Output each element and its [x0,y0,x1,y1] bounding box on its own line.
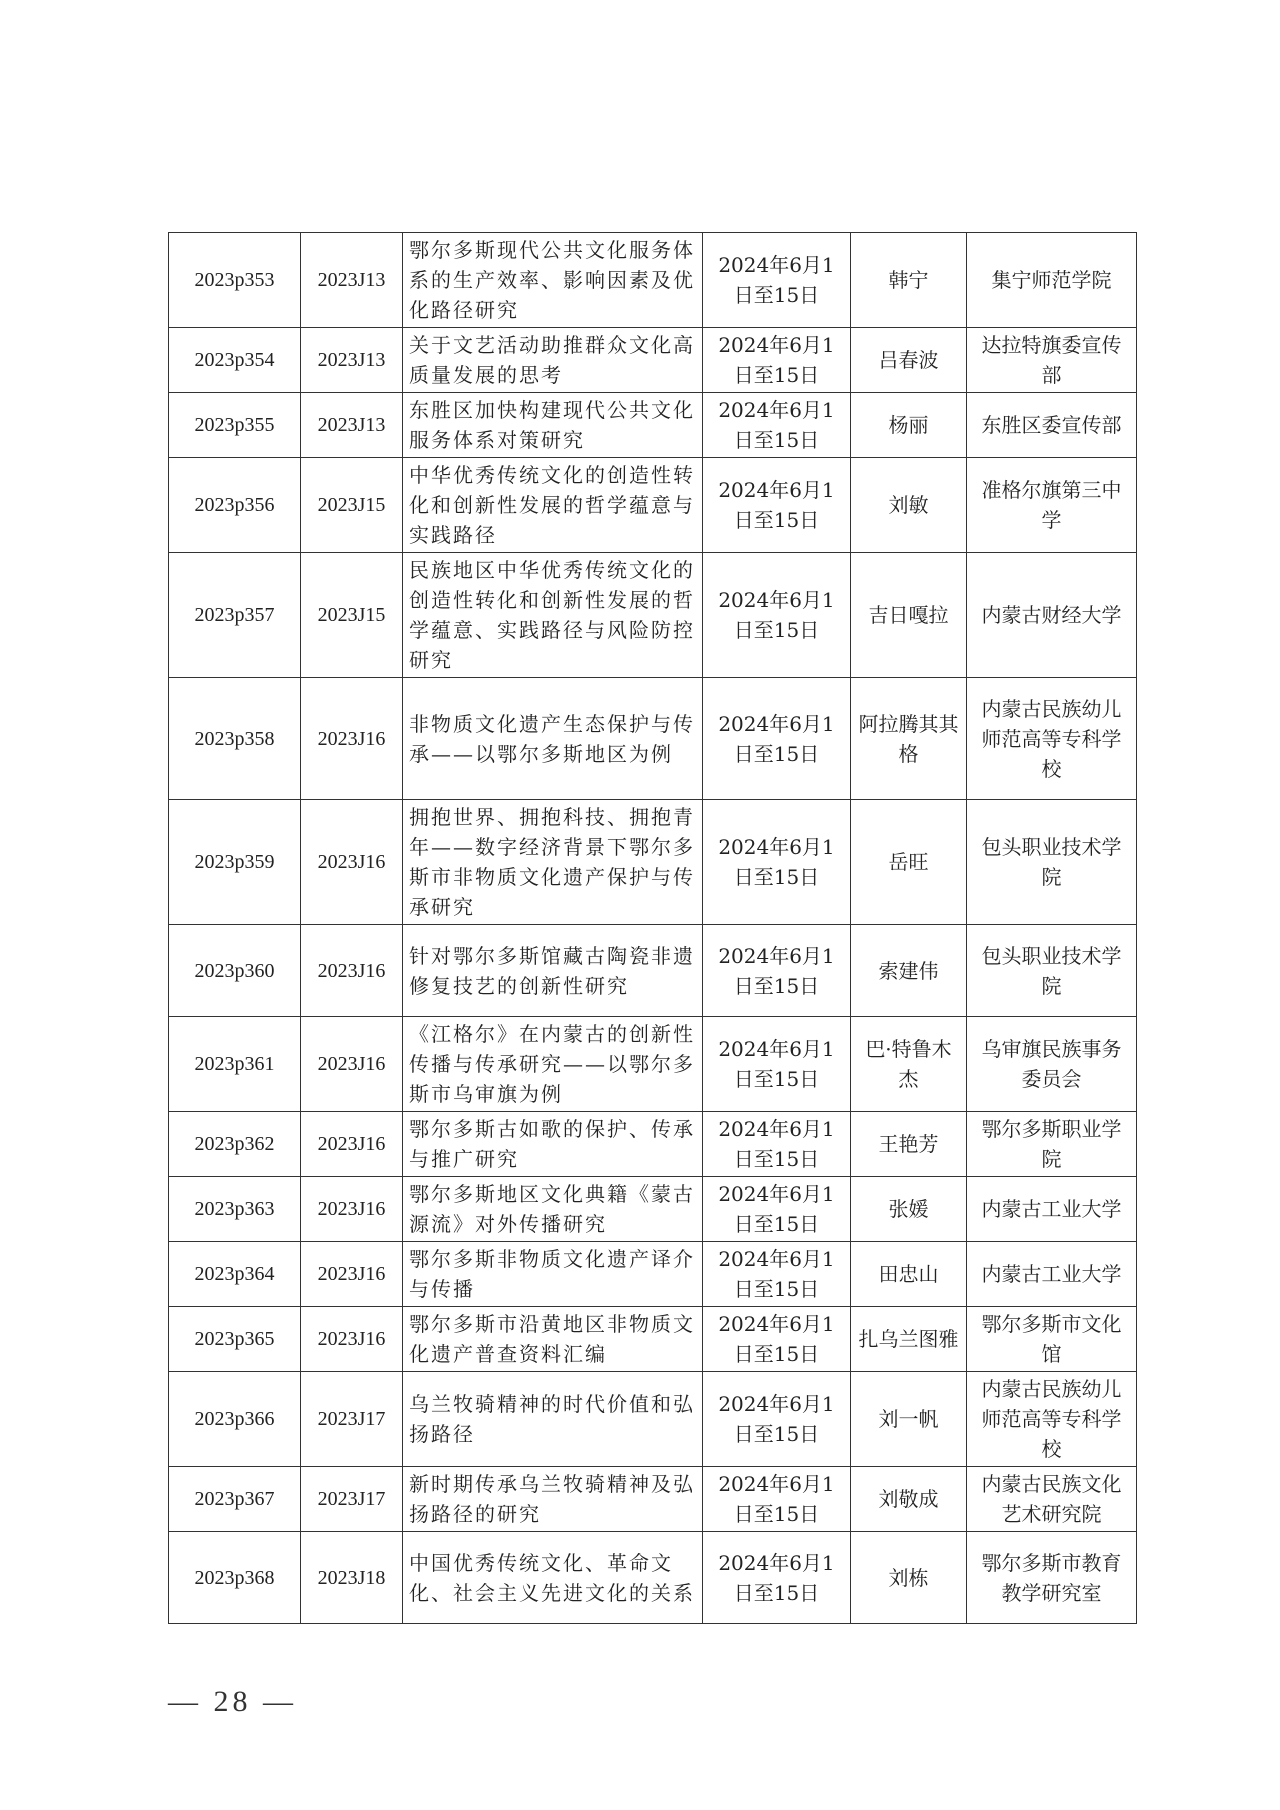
date-range-cell: 2024年6月1日至15日 [703,328,851,393]
category-code-cell: 2023J13 [301,393,403,458]
table-row [169,328,1137,393]
date-range-cell: 2024年6月1日至15日 [703,553,851,678]
category-code-cell: 2023J15 [301,553,403,678]
project-id-cell: 2023p364 [169,1242,301,1307]
project-id-cell: 2023p357 [169,553,301,678]
project-title-cell: 拥抱世界、拥抱科技、拥抱青年——数字经济背景下鄂尔多斯市非物质文化遗产保护与传承研究 [403,800,703,925]
person-name-cell: 韩宁 [851,233,967,328]
date-range-cell: 2024年6月1日至15日 [703,678,851,800]
table-row [169,553,1137,678]
project-title-cell: 《江格尔》在内蒙古的创新性传播与传承研究——以鄂尔多斯市乌审旗为例 [403,1017,703,1112]
person-name-cell: 扎乌兰图雅 [851,1307,967,1372]
category-code-cell: 2023J16 [301,1242,403,1307]
date-range-cell: 2024年6月1日至15日 [703,1307,851,1372]
table-row [169,1112,1137,1177]
table-row [169,925,1137,1017]
person-name-cell: 阿拉腾其其格 [851,678,967,800]
category-code-cell: 2023J15 [301,458,403,553]
project-title-cell: 鄂尔多斯非物质文化遗产译介与传播 [403,1242,703,1307]
date-range-cell: 2024年6月1日至15日 [703,393,851,458]
table-row [169,393,1137,458]
project-id-cell: 2023p353 [169,233,301,328]
organization-cell: 内蒙古民族幼儿师范高等专科学校 [967,1372,1137,1467]
date-range-cell: 2024年6月1日至15日 [703,458,851,553]
organization-cell: 内蒙古工业大学 [967,1242,1137,1307]
table-row [169,458,1137,553]
organization-cell: 准格尔旗第三中学 [967,458,1137,553]
category-code-cell: 2023J17 [301,1467,403,1532]
person-name-cell: 张媛 [851,1177,967,1242]
project-id-cell: 2023p366 [169,1372,301,1467]
table-row [169,678,1137,800]
person-name-cell: 刘敏 [851,458,967,553]
organization-cell: 内蒙古工业大学 [967,1177,1137,1242]
organization-cell: 东胜区委宣传部 [967,393,1137,458]
date-range-cell: 2024年6月1日至15日 [703,1112,851,1177]
table-row [169,1177,1137,1242]
organization-cell: 包头职业技术学院 [967,925,1137,1017]
table-body [169,233,1137,1624]
organization-cell: 内蒙古民族文化艺术研究院 [967,1467,1137,1532]
category-code-cell: 2023J16 [301,925,403,1017]
date-range-cell: 2024年6月1日至15日 [703,800,851,925]
project-id-cell: 2023p361 [169,1017,301,1112]
table-row [169,800,1137,925]
project-title-cell: 针对鄂尔多斯馆藏古陶瓷非遗修复技艺的创新性研究 [403,925,703,1017]
organization-cell: 鄂尔多斯市教育教学研究室 [967,1532,1137,1624]
category-code-cell: 2023J16 [301,1177,403,1242]
page-number: — 28 — [168,1685,297,1718]
category-code-cell: 2023J16 [301,678,403,800]
date-range-cell: 2024年6月1日至15日 [703,1467,851,1532]
person-name-cell: 索建伟 [851,925,967,1017]
category-code-cell: 2023J13 [301,328,403,393]
organization-cell: 包头职业技术学院 [967,800,1137,925]
table-row [169,1017,1137,1112]
person-name-cell: 田忠山 [851,1242,967,1307]
category-code-cell: 2023J16 [301,1307,403,1372]
person-name-cell: 刘一帆 [851,1372,967,1467]
organization-cell: 鄂尔多斯职业学院 [967,1112,1137,1177]
project-title-cell: 乌兰牧骑精神的时代价值和弘扬路径 [403,1372,703,1467]
project-table [168,232,1137,1624]
table-row [169,1307,1137,1372]
project-id-cell: 2023p355 [169,393,301,458]
project-id-cell: 2023p356 [169,458,301,553]
project-title-cell: 民族地区中华优秀传统文化的创造性转化和创新性发展的哲学蕴意、实践路径与风险防控研究 [403,553,703,678]
project-title-cell: 中国优秀传统文化、革命文化、社会主义先进文化的关系 [403,1532,703,1624]
table-row [169,233,1137,328]
date-range-cell: 2024年6月1日至15日 [703,233,851,328]
organization-cell: 集宁师范学院 [967,233,1137,328]
project-id-cell: 2023p367 [169,1467,301,1532]
person-name-cell: 吕春波 [851,328,967,393]
category-code-cell: 2023J16 [301,1112,403,1177]
category-code-cell: 2023J17 [301,1372,403,1467]
person-name-cell: 巴·特鲁木杰 [851,1017,967,1112]
person-name-cell: 刘敬成 [851,1467,967,1532]
project-id-cell: 2023p360 [169,925,301,1017]
project-id-cell: 2023p359 [169,800,301,925]
date-range-cell: 2024年6月1日至15日 [703,1532,851,1624]
category-code-cell: 2023J16 [301,1017,403,1112]
person-name-cell: 岳旺 [851,800,967,925]
project-title-cell: 鄂尔多斯市沿黄地区非物质文化遗产普查资料汇编 [403,1307,703,1372]
project-title-cell: 鄂尔多斯古如歌的保护、传承与推广研究 [403,1112,703,1177]
person-name-cell: 王艳芳 [851,1112,967,1177]
project-id-cell: 2023p362 [169,1112,301,1177]
organization-cell: 达拉特旗委宣传部 [967,328,1137,393]
category-code-cell: 2023J18 [301,1532,403,1624]
project-id-cell: 2023p363 [169,1177,301,1242]
organization-cell: 鄂尔多斯市文化馆 [967,1307,1137,1372]
date-range-cell: 2024年6月1日至15日 [703,1372,851,1467]
organization-cell: 内蒙古民族幼儿师范高等专科学校 [967,678,1137,800]
project-title-cell: 非物质文化遗产生态保护与传承——以鄂尔多斯地区为例 [403,678,703,800]
person-name-cell: 刘栋 [851,1532,967,1624]
project-id-cell: 2023p358 [169,678,301,800]
category-code-cell: 2023J16 [301,800,403,925]
date-range-cell: 2024年6月1日至15日 [703,1242,851,1307]
table-row [169,1242,1137,1307]
project-title-cell: 中华优秀传统文化的创造性转化和创新性发展的哲学蕴意与实践路径 [403,458,703,553]
project-title-cell: 鄂尔多斯地区文化典籍《蒙古源流》对外传播研究 [403,1177,703,1242]
table-row [169,1372,1137,1467]
project-id-cell: 2023p368 [169,1532,301,1624]
organization-cell: 内蒙古财经大学 [967,553,1137,678]
date-range-cell: 2024年6月1日至15日 [703,925,851,1017]
person-name-cell: 杨丽 [851,393,967,458]
person-name-cell: 吉日嘎拉 [851,553,967,678]
table-row [169,1532,1137,1624]
project-title-cell: 关于文艺活动助推群众文化高质量发展的思考 [403,328,703,393]
table-row [169,1467,1137,1532]
date-range-cell: 2024年6月1日至15日 [703,1017,851,1112]
project-title-cell: 东胜区加快构建现代公共文化服务体系对策研究 [403,393,703,458]
project-id-cell: 2023p365 [169,1307,301,1372]
project-id-cell: 2023p354 [169,328,301,393]
organization-cell: 乌审旗民族事务委员会 [967,1017,1137,1112]
category-code-cell: 2023J13 [301,233,403,328]
project-title-cell: 鄂尔多斯现代公共文化服务体系的生产效率、影响因素及优化路径研究 [403,233,703,328]
project-title-cell: 新时期传承乌兰牧骑精神及弘扬路径的研究 [403,1467,703,1532]
date-range-cell: 2024年6月1日至15日 [703,1177,851,1242]
